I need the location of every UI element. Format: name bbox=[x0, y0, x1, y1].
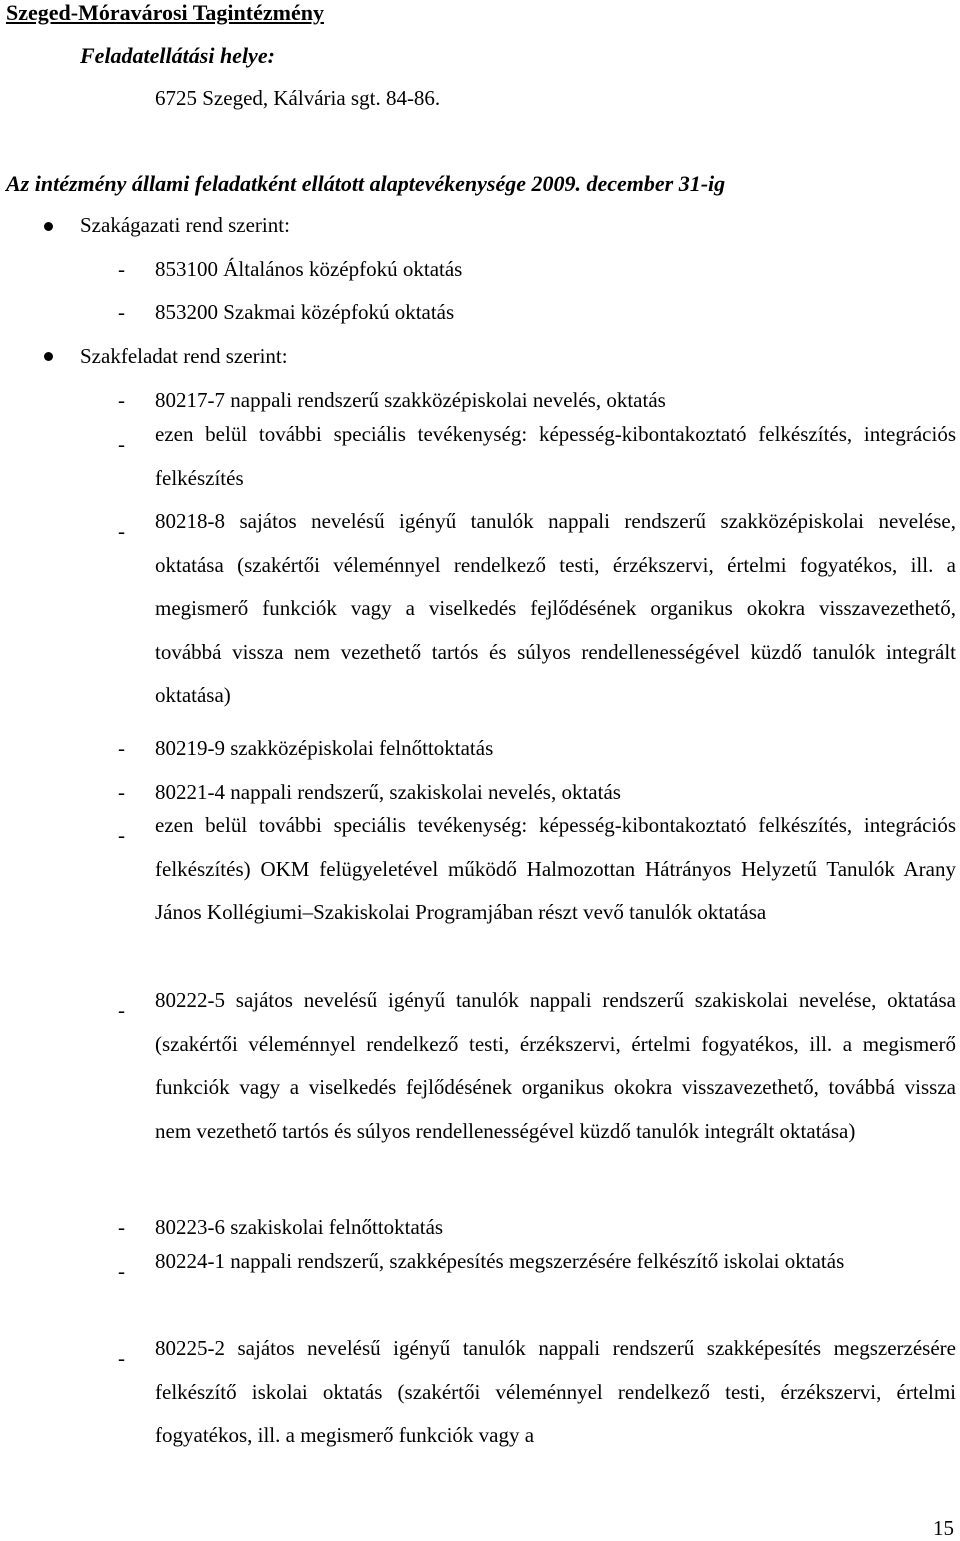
dash-marker: - bbox=[118, 998, 125, 1022]
page-number: 15 bbox=[933, 1516, 954, 1540]
dash-marker: - bbox=[118, 257, 125, 281]
dash-marker: - bbox=[118, 432, 125, 456]
list-item: 80218-8 sajátos nevelésű igényű tanulók nappali rendszerű szakközépiskolai nevelése, oktatása (szakértői véleménnyel rendelkező testi, érzékszervi, értelmi fogyatékos, ill. a megismerő funkciók vagy a viselkedés fejlődésének organikus okokra visszavezethető, továbbá vissza nem vezethető tartós és súlyos rendellenességével küzdő tanulók integrált oktatása) bbox=[155, 509, 956, 707]
location-label: Feladatellátási helye: bbox=[80, 43, 275, 68]
list-item: 80219-9 szakközépiskolai felnőttoktatás bbox=[155, 736, 494, 760]
dash-marker: - bbox=[118, 388, 125, 412]
list-item: 80222-5 sajátos nevelésű igényű tanulók nappali rendszerű szakiskolai nevelése, oktatása (szakértői véleménnyel rendelkező testi, érzékszervi, értelmi fogyatékos, ill. a megismerő funkciók vagy a viselkedés fejlődésének organikus okokra visszavezethető, továbbá vissza nem vezethető tartós és súlyos rendellenességével küzdő tanulók integrált oktatása) bbox=[155, 988, 956, 1143]
bullet-icon bbox=[44, 222, 53, 231]
list-item: 853200 Szakmai középfokú oktatás bbox=[155, 300, 455, 324]
address: 6725 Szeged, Kálvária sgt. 84-86. bbox=[155, 86, 441, 110]
list-item: 80217-7 nappali rendszerű szakközépiskolai nevelés, oktatás bbox=[155, 388, 666, 412]
list-item: 80221-4 nappali rendszerű, szakiskolai nevelés, oktatás bbox=[155, 780, 621, 804]
dash-marker: - bbox=[118, 1215, 125, 1239]
list-item: ezen belül további speciális tevékenység: képesség-kibontakoztató felkészítés, integrációs felkészítés) OKM felügyeletével működő Halmozottan Hátrányos Helyzetű Tanulók Arany János Kollégiumi–Szakiskolai Programjában részt vevő tanulók oktatása bbox=[155, 813, 956, 924]
dash-marker: - bbox=[118, 300, 125, 324]
dash-marker: - bbox=[118, 1346, 125, 1370]
section-heading-szakfeladat: Szakfeladat rend szerint: bbox=[80, 344, 288, 368]
section-title: Az intézmény állami feladatként ellátott alaptevékenysége 2009. december 31-ig bbox=[6, 171, 726, 196]
section-heading-szakagazati: Szakágazati rend szerint: bbox=[80, 213, 290, 237]
dash-marker: - bbox=[118, 823, 125, 847]
dash-marker: - bbox=[118, 519, 125, 543]
list-item: 80225-2 sajátos nevelésű igényű tanulók nappali rendszerű szakképesítés megszerzésére felkészítő iskolai oktatás (szakértői véleménnyel rendelkező testi, érzékszervi, értelmi fogyatékos, ill. a megismerő funkciók vagy a bbox=[155, 1336, 956, 1447]
list-item: ezen belül további speciális tevékenység: képesség-kibontakoztató felkészítés, integrációs felkészítés bbox=[155, 422, 956, 490]
list-item: 80224-1 nappali rendszerű, szakképesítés megszerzésére felkészítő iskolai oktatás bbox=[155, 1249, 845, 1273]
dash-marker: - bbox=[118, 1259, 125, 1283]
list-item: 853100 Általános középfokú oktatás bbox=[155, 257, 463, 281]
dash-marker: - bbox=[118, 736, 125, 760]
bullet-icon bbox=[44, 352, 53, 361]
dash-marker: - bbox=[118, 780, 125, 804]
institution-title: Szeged-Móravárosi Tagintézmény bbox=[6, 0, 324, 25]
list-item: 80223-6 szakiskolai felnőttoktatás bbox=[155, 1215, 444, 1239]
